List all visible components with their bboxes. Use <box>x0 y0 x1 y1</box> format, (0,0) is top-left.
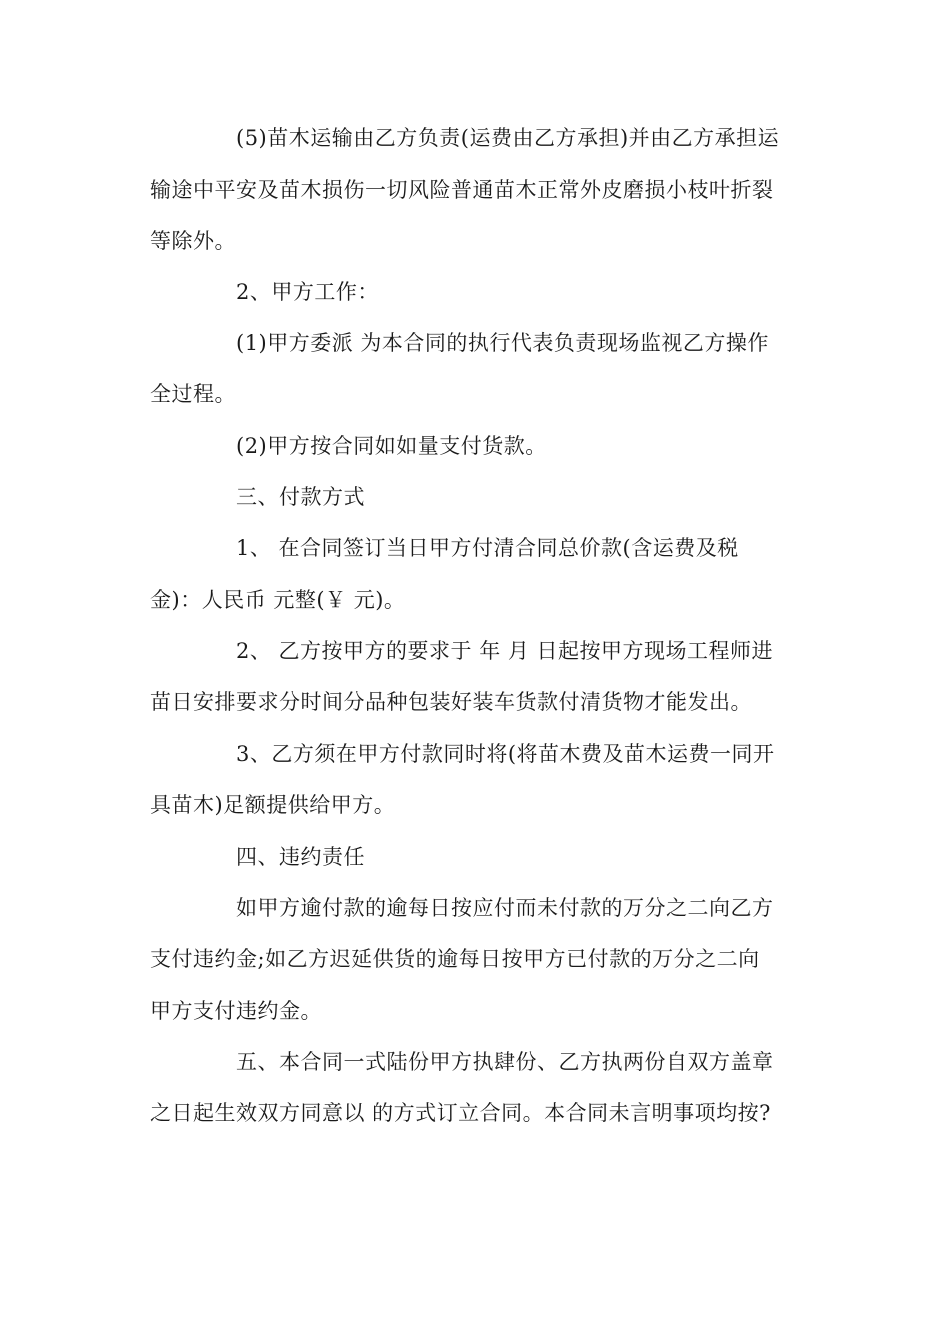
text-line: 如甲方逾付款的逾每日按应付而未付款的万分之二向乙方 <box>236 896 774 920</box>
text-line: (5)苗木运输由乙方负责(运费由乙方承担)并由乙方承担运 <box>236 126 780 150</box>
text-line: (2)甲方按合同如如量支付货款。 <box>236 434 547 458</box>
section-heading: 四、违约责任 <box>236 845 365 869</box>
text-line: 具苗木)足额提供给甲方。 <box>150 793 396 817</box>
text-line: 3、乙方须在甲方付款同时将(将苗木费及苗木运费一同开 <box>236 742 775 766</box>
text-line: 苗日安排要求分时间分品种包装好装车货款付清货物才能发出。 <box>150 690 752 714</box>
text-line: 1、 在合同签订当日甲方付清合同总价款(含运费及税 <box>236 536 739 560</box>
text-line: 全过程。 <box>150 382 236 406</box>
text-line: 2、 乙方按甲方的要求于 年 月 日起按甲方现场工程师进 <box>236 639 774 663</box>
text-line: (1)甲方委派 为本合同的执行代表负责现场监视乙方操作 <box>236 331 769 355</box>
text-line: 输途中平安及苗木损伤一切风险普通苗木正常外皮磨损小枝叶折裂 <box>150 178 774 202</box>
text-line: 金)：人民币 元整(￥ 元)。 <box>150 588 406 612</box>
text-line: 支付违约金;如乙方迟延供货的逾每日按甲方已付款的万分之二向 <box>150 947 760 971</box>
section-heading: 五、本合同一式陆份甲方执肆份、乙方执两份自双方盖章 <box>236 1050 774 1074</box>
text-line: 甲方支付违约金。 <box>150 999 322 1023</box>
section-heading: 三、付款方式 <box>236 485 365 509</box>
text-line: 2、甲方工作： <box>236 280 379 304</box>
text-line: 等除外。 <box>150 229 236 253</box>
text-line: 之日起生效双方同意以 的方式订立合同。本合同未言明事项均按? <box>150 1101 771 1125</box>
